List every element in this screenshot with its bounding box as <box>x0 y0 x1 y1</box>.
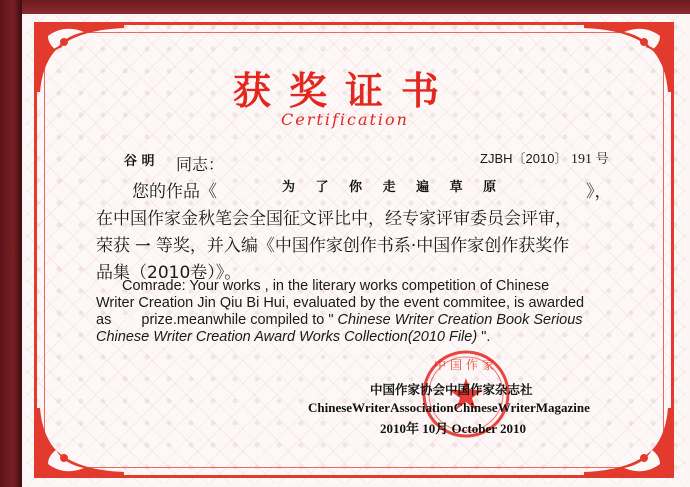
work-prefix: 您的作品《 <box>132 182 217 202</box>
body-line-4: 品集（2010卷）》。 <box>96 263 242 283</box>
english-line-1: Comrade: Your works , in the literary works competition of Chinese <box>122 278 550 294</box>
prize-level: 一 <box>135 237 151 255</box>
cover-top-edge <box>0 0 690 14</box>
english-line-3-b: prize.meanwhile compiled to " <box>141 312 334 328</box>
issue-date: 2010年 10月 October 2010 <box>380 421 526 436</box>
issuer-name-en: ChineseWriterAssociationChineseWriterMagazine <box>308 400 590 415</box>
english-line-3 <box>96 312 583 328</box>
english-line-2: Writer Creation Jin Qiu Bi Hui, evaluated by the event commitee, is awarded <box>96 295 585 311</box>
corner-ornament-bottom-right <box>584 408 674 478</box>
english-line-4 <box>96 329 490 345</box>
recipient-name: 谷 明 <box>124 154 155 169</box>
cert-no-suffix: 号 <box>595 151 609 166</box>
body-line-3-a: 荣获 <box>96 236 130 256</box>
greeting: 同志： <box>176 155 225 174</box>
seal-text: 中国作家 <box>433 358 498 372</box>
english-line-4-end: ". <box>481 329 491 345</box>
english-line-3-c: Chinese Writer Creation Book Serious <box>337 312 583 328</box>
certificate-title-en: Certification <box>281 110 409 129</box>
body-line-3-b: 等奖，并入编《中国作家创作书系·中国作家创作获奖作 <box>155 236 570 256</box>
corner-ornament-bottom-left <box>34 408 124 478</box>
certificate-title-cn: 获奖证书 <box>232 68 457 113</box>
work-title: 为 了 你 走 遍 草 原 <box>282 180 505 195</box>
english-line-3-a: as <box>96 312 112 328</box>
issuer-name-cn: 中国作家协会中国作家杂志社 <box>370 382 533 397</box>
certificate-number <box>480 148 609 168</box>
cert-no-prefix: ZJBH〔2010〕 <box>480 151 568 166</box>
english-line-4-title: Chinese Writer Creation Award Works Collection(2010 File) <box>96 329 478 345</box>
body-line-3 <box>96 231 569 256</box>
body-line-2: 在中国作家金秋笔会全国征文评比中，经专家评审委员会评审， <box>96 209 572 229</box>
cert-no-number: 191 <box>571 152 593 167</box>
work-suffix: 》， <box>586 182 612 202</box>
